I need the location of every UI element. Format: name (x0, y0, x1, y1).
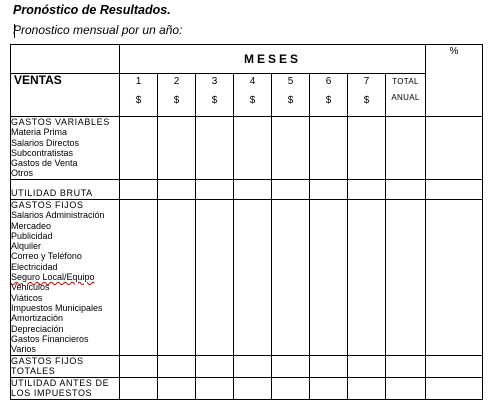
utilidad-antes-line2: LOS IMPUESTOS (11, 388, 93, 399)
gastos-variables-cell (11, 117, 120, 180)
list-item: Impuestos Municipales (11, 302, 103, 313)
month-header-6 (310, 74, 348, 117)
document-subtitle: Pronostico mensual por un año: (13, 23, 183, 37)
data-cell[interactable] (348, 180, 386, 200)
list-item: Gastos de Venta (11, 158, 78, 169)
gastos-variables-heading: GASTOS VARIABLES (11, 117, 110, 127)
utilidad-antes-label (11, 378, 120, 400)
list-item: Varios (11, 344, 36, 355)
data-cell[interactable] (120, 117, 158, 180)
data-cell[interactable] (348, 378, 386, 400)
data-cell[interactable] (272, 117, 310, 180)
data-cell[interactable] (120, 378, 158, 400)
data-cell[interactable] (348, 200, 386, 356)
month-header-5 (272, 74, 310, 117)
currency-symbol: $ (363, 95, 370, 106)
document-title: Pronóstico de Resultados. (13, 3, 171, 17)
list-item: Mercadeo (11, 220, 52, 231)
data-cell[interactable] (386, 378, 426, 400)
data-cell[interactable] (158, 117, 196, 180)
gastos-fijos-heading: GASTOS FIJOS (11, 200, 84, 210)
forecast-table (10, 44, 483, 400)
utilidad-bruta-text: UTILIDAD BRUTA (11, 188, 93, 198)
currency-symbol: $ (287, 95, 294, 106)
data-cell[interactable] (386, 200, 426, 356)
data-cell[interactable] (120, 200, 158, 356)
currency-symbol: $ (249, 95, 256, 106)
meses-header: MESES (120, 45, 426, 74)
ventas-row (11, 74, 483, 117)
list-item: Salarios Directos (11, 137, 80, 148)
list-item: Alquiler (11, 241, 42, 252)
data-cell[interactable] (196, 378, 234, 400)
data-cell[interactable] (386, 356, 426, 378)
total-label: TOTAL (392, 77, 419, 86)
utilidad-antes-line1: UTILIDAD ANTES DE (11, 378, 110, 388)
utilidad-bruta-row (11, 180, 483, 200)
data-cell[interactable] (426, 117, 483, 180)
list-item: Vehiculos (11, 282, 50, 293)
gastos-fijos-row (11, 200, 483, 356)
total-anual-header (386, 74, 426, 117)
data-cell[interactable] (310, 200, 348, 356)
month-number: 1 (135, 76, 142, 87)
data-cell[interactable] (120, 180, 158, 200)
data-cell[interactable] (234, 200, 272, 356)
data-cell[interactable] (234, 378, 272, 400)
data-cell[interactable] (310, 117, 348, 180)
currency-symbol: $ (211, 95, 218, 106)
month-header-2 (158, 74, 196, 117)
data-cell[interactable] (426, 378, 483, 400)
month-number: 3 (211, 76, 218, 87)
month-number: 6 (325, 76, 332, 87)
month-number: 2 (173, 76, 180, 87)
gastos-variables-row (11, 117, 483, 180)
data-cell[interactable] (158, 378, 196, 400)
data-cell[interactable] (386, 117, 426, 180)
data-cell[interactable] (196, 356, 234, 378)
anual-label: ANUAL (391, 93, 420, 102)
data-cell[interactable] (272, 356, 310, 378)
data-cell[interactable] (158, 180, 196, 200)
data-cell[interactable] (196, 117, 234, 180)
gastos-fijos-totales-line1: GASTOS FIJOS (11, 356, 84, 366)
data-cell[interactable] (426, 200, 483, 356)
month-number: 4 (249, 76, 256, 87)
data-cell[interactable] (234, 356, 272, 378)
data-cell[interactable] (386, 180, 426, 200)
currency-symbol: $ (135, 95, 142, 106)
list-item: Materia Prima (11, 127, 68, 138)
ventas-label: VENTAS (11, 74, 120, 117)
data-cell[interactable] (196, 200, 234, 356)
list-item: Gastos Financieros (11, 333, 89, 344)
data-cell[interactable] (348, 117, 386, 180)
list-item: Amortización (11, 313, 64, 324)
data-cell[interactable] (272, 378, 310, 400)
data-cell[interactable] (426, 180, 483, 200)
data-cell[interactable] (196, 180, 234, 200)
month-number: 5 (287, 76, 294, 87)
data-cell[interactable] (310, 356, 348, 378)
data-cell[interactable] (234, 180, 272, 200)
month-header-7 (348, 74, 386, 117)
list-item: Depreciación (11, 323, 64, 334)
gastos-fijos-totales-label (11, 356, 120, 378)
data-cell[interactable] (310, 180, 348, 200)
blank-corner-cell (11, 45, 120, 74)
data-cell[interactable] (348, 356, 386, 378)
currency-symbol: $ (325, 95, 332, 106)
data-cell[interactable] (310, 378, 348, 400)
list-item: Correo y Teléfono (11, 251, 82, 262)
data-cell[interactable] (272, 200, 310, 356)
list-item: Viáticos (11, 292, 43, 303)
table-header-row (11, 45, 483, 74)
list-item: Seguro Local/Equipo (11, 272, 95, 283)
utilidad-bruta-label (11, 180, 120, 200)
utilidad-antes-row (11, 378, 483, 400)
data-cell[interactable] (234, 117, 272, 180)
data-cell[interactable] (158, 356, 196, 378)
gastos-fijos-totales-row (11, 356, 483, 378)
gastos-fijos-totales-line2: TOTALES (11, 366, 56, 377)
month-header-4 (234, 74, 272, 117)
month-header-3 (196, 74, 234, 117)
gastos-fijos-cell (11, 200, 120, 356)
month-header-1 (120, 74, 158, 117)
data-cell[interactable] (120, 356, 158, 378)
currency-symbol: $ (173, 95, 180, 106)
list-item: Otros (11, 168, 34, 179)
list-item: Subcontratistas (11, 147, 74, 158)
data-cell[interactable] (426, 356, 483, 378)
list-item: Electricidad (11, 261, 58, 272)
list-item: Publicidad (11, 230, 53, 241)
month-number: 7 (363, 76, 370, 87)
list-item: Salarios Administración (11, 210, 105, 221)
percent-header: % (426, 45, 483, 117)
data-cell[interactable] (158, 200, 196, 356)
data-cell[interactable] (272, 180, 310, 200)
